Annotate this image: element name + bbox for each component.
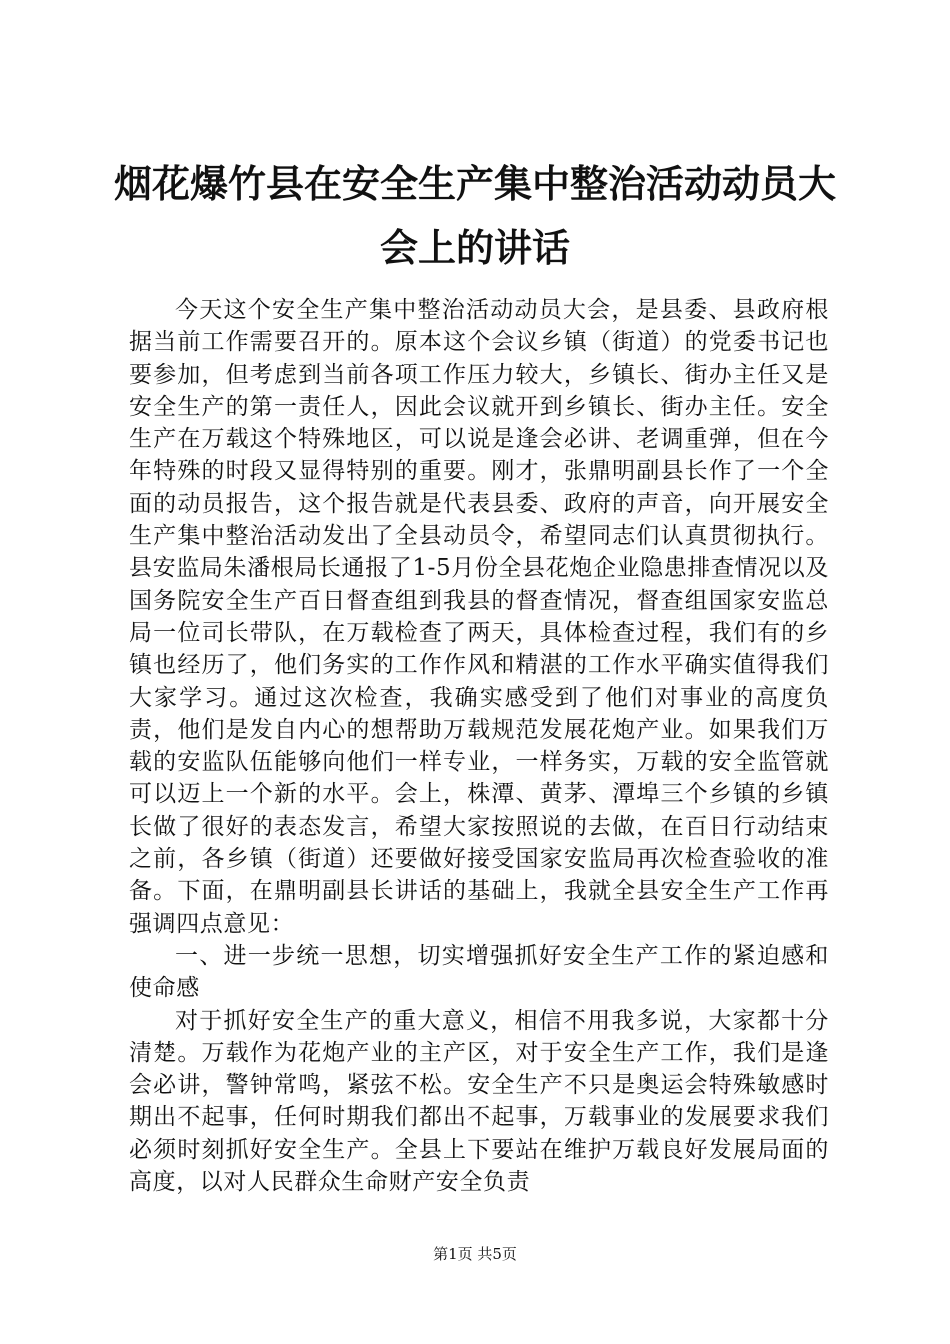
body-paragraph: 对于抓好安全生产的重大意义，相信不用我多说，大家都十分清楚。万载作为花炮产业的主产区，对于安全生产工作，我们是逢会必讲，警钟常鸣，紧弦不松。安全生产不只是奥运会特殊敏感时期出不起事，任何时期我们都出不起事，万载事业的发展要求我们必须时刻抓好安全生产。全县上下要站在维护万载良好发展局面的高度，以对人民群众生命财产安全负责: [129, 1007, 829, 1196]
document-title: 烟花爆竹县在安全生产集中整治活动动员大会上的讲话: [113, 161, 836, 270]
page-number: 第1页 共5页: [433, 1245, 517, 1263]
document-body: [129, 294, 829, 1198]
section-heading: 一、进一步统一思想，切实增强抓好安全生产工作的紧迫感和使命感: [129, 942, 829, 1002]
body-paragraph: 今天这个安全生产集中整治活动动员大会，是县委、县政府根据当前工作需要召开的。原本这个会议乡镇（街道）的党委书记也要参加，但考虑到当前各项工作压力较大，乡镇长、街办主任又是安全生产的第一责任人，因此会议就开到乡镇长、街办主任。安全生产在万载这个特殊地区，可以说是逢会必讲、老调重弹，但在今年特殊的时段又显得特别的重要。刚才，张鼎明副县长作了一个全面的动员报告，这个报告就是代表县委、政府的声音，向开展安全生产集中整治活动发出了全县动员令，希望同志们认真贯彻执行。县安监局朱潘根局长通报了1-5月份全县花炮企业隐患排查情况以及国务院安全生产百日督查组到我县的督查情况，督查组国家安监总局一位司长带队，在万载检查了两天，具体检查过程，我们有的乡镇也经历了，他们务实的工作作风和精湛的工作水平确实值得我们大家学习。通过这次检查，我确实感受到了他们对事业的高度负责，他们是发自内心的想帮助万载规范发展花炮产业。如果我们万载的安监队伍能够向他们一样专业，一样务实，万载的安全监管就可以迈上一个新的水平。会上，株潭、黄茅、潭埠三个乡镇的乡镇长做了很好的表态发言，希望大家按照说的去做，在百日行动结束之前，各乡镇（街道）还要做好接受国家安监局再次检查验收的准备。下面，在鼎明副县长讲话的基础上，我就全县安全生产工作再强调四点意见：: [129, 297, 829, 937]
